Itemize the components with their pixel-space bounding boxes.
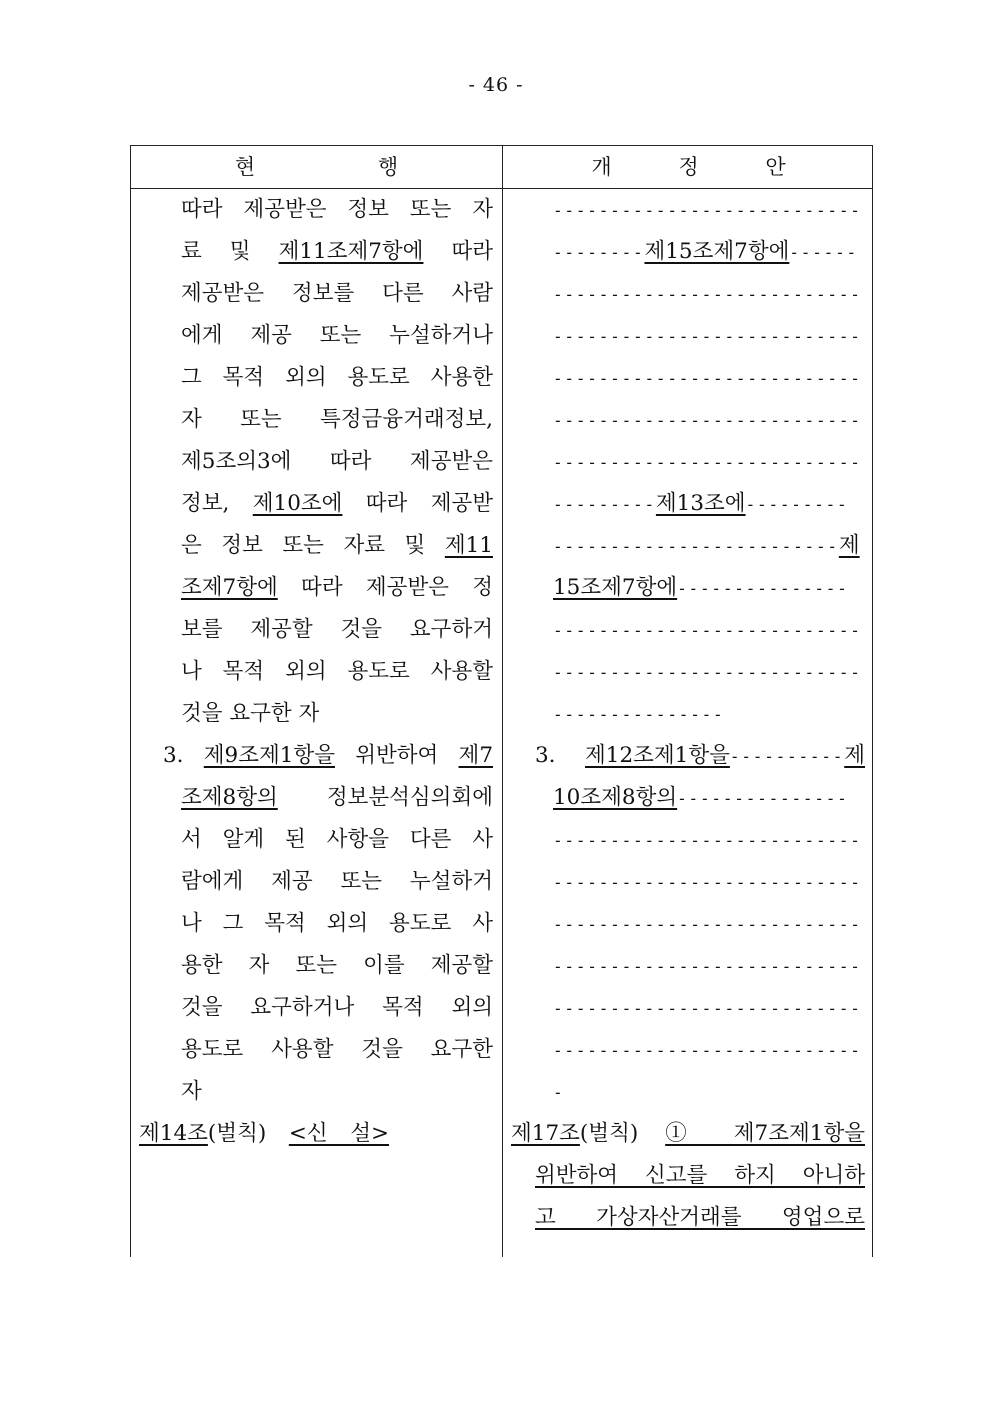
text-segment: 3. — [163, 743, 204, 768]
text-segment: 용한 자 또는 이를 제공할 — [181, 953, 493, 978]
text-segment: 은 정보 또는 자료 및 — [181, 533, 445, 558]
unchanged-marker: --------------------------- — [553, 873, 862, 892]
unchanged-marker: --------------------------- — [553, 915, 862, 934]
right-line — [553, 1029, 865, 1071]
text-segment: 정보, — [181, 491, 253, 516]
amended-text: 제13조에 — [655, 491, 746, 516]
page-number: - 46 - — [468, 74, 524, 96]
right-line — [553, 609, 865, 651]
right-line — [535, 735, 865, 777]
text-segment: 따라 제공받은 정보 또는 자 — [181, 197, 493, 222]
left-line — [181, 987, 493, 1029]
right-line — [553, 315, 865, 357]
left-line — [181, 861, 493, 903]
amended-text: 제12조제1항을 — [585, 743, 730, 768]
header-proposed: 개 정 안 — [591, 155, 816, 179]
text-segment: (벌칙) — [207, 1121, 289, 1146]
right-line — [535, 1197, 865, 1239]
left-line — [181, 399, 493, 441]
right-line — [553, 987, 865, 1029]
left-line — [181, 819, 493, 861]
text-segment: 람에게 제공 또는 누설하거 — [181, 869, 493, 894]
left-line — [139, 1113, 389, 1155]
unchanged-marker: --------------------------- — [553, 327, 862, 346]
unchanged-marker: ------ — [789, 243, 858, 262]
right-line — [553, 273, 865, 315]
text-segment: 용도로 사용할 것을 요구한 — [181, 1037, 493, 1062]
left-line — [181, 483, 493, 525]
left-line — [181, 903, 493, 945]
right-line — [553, 819, 865, 861]
right-line — [553, 945, 865, 987]
right-line — [553, 567, 865, 609]
header-current: 현 행 — [234, 155, 457, 179]
left-line — [181, 315, 493, 357]
right-line — [553, 903, 865, 945]
amended-text: 제9조제1항을 — [203, 743, 335, 768]
text-segment: 에게 제공 또는 누설하거나 — [181, 323, 493, 348]
text-segment: 위반하여 — [334, 743, 459, 768]
right-line — [511, 1113, 865, 1155]
text-segment: 정보분석심의회에 — [277, 785, 493, 810]
unchanged-marker: --------------------------- — [553, 411, 862, 430]
unchanged-marker: --------------------------- — [553, 663, 862, 682]
text-segment: 따라 제공받 — [342, 491, 493, 516]
amended-text: ① 제7조제1항을 — [665, 1121, 865, 1146]
amended-text: <신 설> — [288, 1121, 389, 1146]
comparison-table — [130, 145, 873, 1257]
unchanged-marker: --------- — [553, 495, 656, 514]
text-segment: 그 목적 외의 용도로 사용한 — [181, 365, 493, 390]
left-line — [181, 189, 493, 231]
left-line — [181, 651, 493, 693]
right-line — [553, 861, 865, 903]
amended-text: 위반하여 신고를 하지 아니하 — [535, 1163, 865, 1188]
amended-text: 제7 — [458, 743, 493, 768]
text-segment: 따라 — [423, 239, 493, 264]
right-line — [553, 693, 743, 735]
amended-text: 제17조 — [511, 1121, 580, 1146]
amended-text: 제14조 — [139, 1121, 208, 1146]
column-divider — [502, 146, 503, 1257]
text-segment: 나 목적 외의 용도로 사용할 — [181, 659, 493, 684]
text-segment: 자 또는 특정금융거래정보, — [181, 407, 493, 432]
left-line — [181, 777, 493, 819]
right-line — [553, 441, 865, 483]
unchanged-marker: --------------- — [677, 579, 849, 598]
unchanged-marker: --------------------------- — [553, 621, 862, 640]
right-line — [553, 483, 865, 525]
amended-text: 제15조제7항에 — [644, 239, 790, 264]
left-line — [163, 735, 493, 777]
right-line — [553, 651, 865, 693]
unchanged-marker: ---------- — [729, 747, 845, 766]
left-line — [181, 231, 493, 273]
amended-text: 10조제8항의 — [553, 785, 678, 810]
unchanged-marker: --------------------------- — [553, 201, 862, 220]
text-segment: 료 및 — [181, 239, 279, 264]
left-line — [181, 1071, 211, 1113]
text-segment: 서 알게 된 사항을 다른 사 — [181, 827, 493, 852]
right-line — [553, 189, 865, 231]
amended-text: 제 — [844, 743, 865, 768]
amended-text: 고 가상자산거래를 영업으로 — [535, 1205, 865, 1230]
amended-text: 제11 — [444, 533, 493, 558]
right-line — [553, 525, 865, 567]
unchanged-marker: --------------------------- — [553, 1041, 862, 1060]
unchanged-marker: --------- — [745, 495, 849, 514]
text-segment: (벌칙) — [579, 1121, 666, 1146]
text-segment: 제공받은 정보를 다른 사람 — [181, 281, 493, 306]
text-segment: 따라 제공받은 정 — [277, 575, 493, 600]
text-segment: 자 — [181, 1079, 202, 1104]
unchanged-marker: --------------------------- — [553, 453, 862, 472]
unchanged-marker: --------------------------- — [553, 369, 862, 388]
text-segment: 것을 요구하거나 목적 외의 — [181, 995, 493, 1020]
text-segment: 나 그 목적 외의 용도로 사 — [181, 911, 493, 936]
text-segment: 3. — [535, 743, 585, 768]
amended-text: 제11조제7항에 — [278, 239, 424, 264]
amended-text: 제10조에 — [252, 491, 343, 516]
right-line — [553, 231, 865, 273]
text-segment: 보를 제공할 것을 요구하거 — [181, 617, 493, 642]
unchanged-marker: - — [553, 1083, 565, 1102]
amended-text: 제 — [838, 533, 860, 558]
left-line — [181, 273, 493, 315]
unchanged-marker: --------------------------- — [553, 999, 862, 1018]
left-line — [181, 609, 493, 651]
unchanged-marker: -------- — [553, 243, 645, 262]
unchanged-marker: --------------------------- — [553, 831, 862, 850]
unchanged-marker: ------------------------- — [553, 537, 839, 556]
text-segment: 제5조의3에 따라 제공받은 — [181, 449, 493, 474]
right-line — [553, 399, 865, 441]
amended-text: 조제8항의 — [181, 785, 278, 810]
left-line — [181, 1029, 493, 1071]
left-line — [181, 693, 341, 735]
text-segment: 것을 요구한 자 — [181, 701, 320, 726]
left-line — [181, 567, 493, 609]
left-line — [181, 945, 493, 987]
left-line — [181, 525, 493, 567]
right-line — [535, 1155, 865, 1197]
left-line — [181, 441, 493, 483]
unchanged-marker: --------------- — [677, 789, 849, 808]
unchanged-marker: --------------------------- — [553, 285, 862, 304]
right-line — [553, 357, 865, 399]
unchanged-marker: --------------- — [553, 705, 725, 724]
right-line — [553, 777, 865, 819]
right-line — [553, 1071, 565, 1113]
amended-text: 15조제7항에 — [553, 575, 678, 600]
amended-text: 조제7항에 — [181, 575, 278, 600]
unchanged-marker: --------------------------- — [553, 957, 862, 976]
left-line — [181, 357, 493, 399]
